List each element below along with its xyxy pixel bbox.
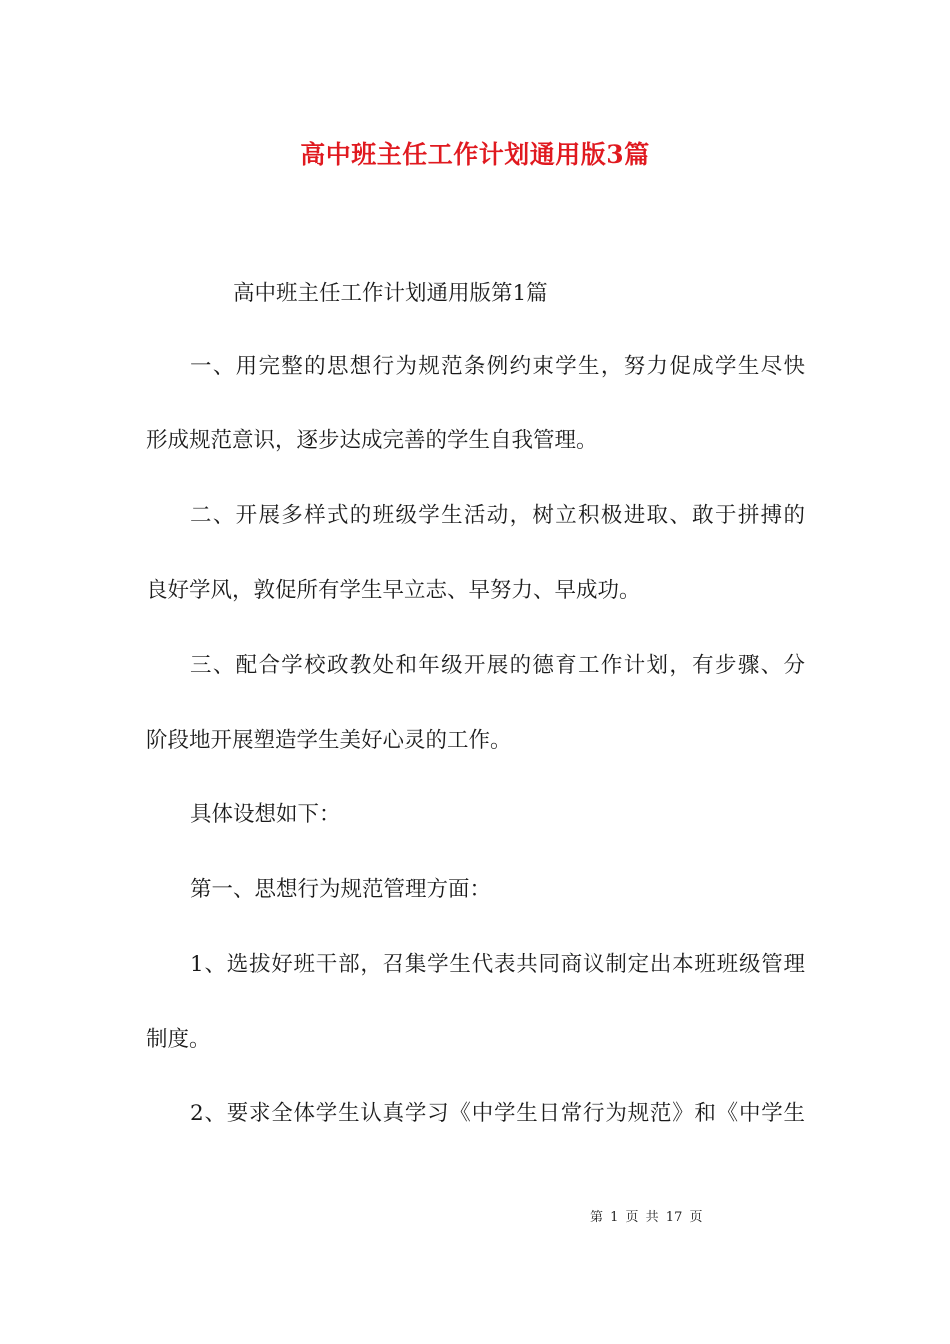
paragraph-line: 阶段地开展塑造学生美好心灵的工作。 (146, 728, 512, 753)
paragraph-line: 制度。 (146, 1027, 211, 1052)
paragraph-line: 形成规范意识，逐步达成完善的学生自我管理。 (146, 428, 598, 453)
paragraph-line: 一、用完整的思想行为规范条例约束学生，努力促成学生尽快 (190, 354, 805, 379)
paragraph-line: 2、要求全体学生认真学习《中学生日常行为规范》和《中学生 (190, 1101, 805, 1126)
section-heading: 高中班主任工作计划通用版第1篇 (233, 281, 548, 306)
paragraph-line: 三、配合学校政教处和年级开展的德育工作计划，有步骤、分 (190, 653, 805, 678)
document-title: 高中班主任工作计划通用版3篇 (300, 140, 650, 169)
paragraph-line: 二、开展多样式的班级学生活动，树立积极进取、敢于拼搏的 (190, 503, 805, 528)
paragraph-line: 第一、思想行为规范管理方面： (190, 877, 492, 902)
paragraph-line: 良好学风，敦促所有学生早立志、早努力、早成功。 (146, 578, 641, 603)
paragraph-line: 具体设想如下： (190, 802, 341, 827)
page-number-footer: 第 1 页 共 17 页 (590, 1210, 703, 1225)
paragraph-line: 1、选拔好班干部，召集学生代表共同商议制定出本班班级管理 (190, 952, 805, 977)
